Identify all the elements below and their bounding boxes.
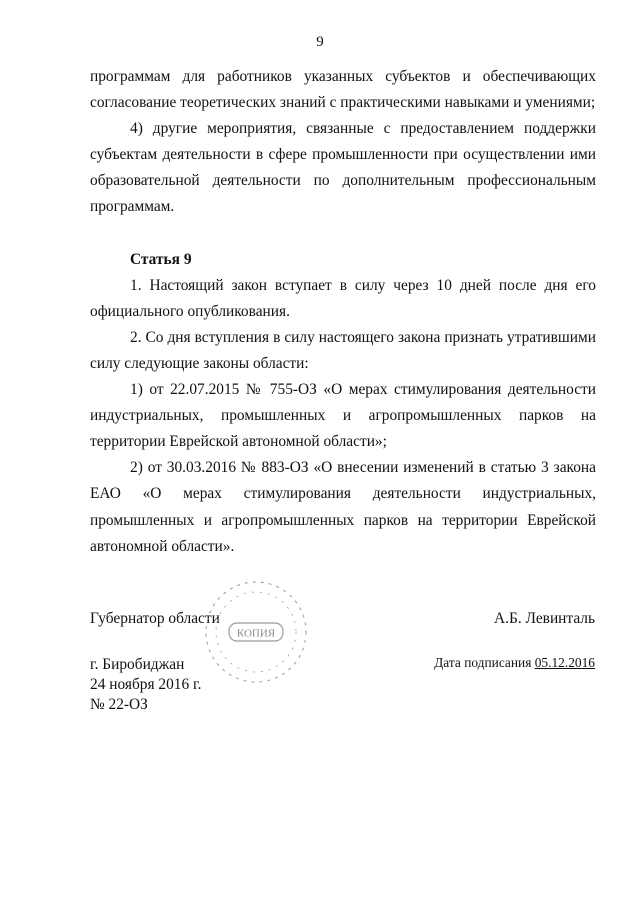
stamp-text: КОПИЯ	[236, 627, 276, 640]
article-paragraph: 1) от 22.07.2015 № 755-ОЗ «О мерах стимулирования деятельности индустриальных, промышленных и агропромышленных парков на территории Еврейской автономной области»;	[90, 381, 596, 451]
official-stamp	[196, 572, 316, 692]
signer-title: Губернатор области	[90, 610, 220, 627]
article-paragraph: 2) от 30.03.2016 № 883-ОЗ «О внесении изменений в статью 3 закона ЕАО «О мерах стимулирования деятельности индустриальных, промышленных и агропромышленных парков на территории Еврейской автономной области».	[90, 459, 596, 555]
signing-date-value: 05.12.2016	[534, 655, 595, 670]
spacer	[90, 221, 596, 247]
law-number: № 22-ОЗ	[90, 696, 148, 713]
article-paragraph: 1. Настоящий закон вступает в силу через 10 дней после дня его официального опубликования.	[90, 276, 596, 320]
signing-date-label: Дата подписания	[434, 655, 532, 670]
document-body	[90, 64, 596, 560]
paragraph: 4) другие мероприятия, связанные с предоставлением поддержки субъектам деятельности в сфере промышленности при осуществлении ими образовательной деятельности по дополнительным профессиональным программам.	[90, 120, 596, 216]
law-date: 24 ноября 2016 г.	[90, 676, 202, 693]
signer-name: А.Б. Левинталь	[494, 610, 595, 627]
place-and-date-block	[90, 655, 201, 715]
article-paragraph: 2. Со дня вступления в силу настоящего закона признать утратившими силу следующие законы области:	[90, 328, 596, 372]
article-heading: Статья 9	[130, 250, 192, 268]
signing-date	[434, 655, 595, 671]
paragraph: программам для работников указанных субъектов и обеспечивающих согласование теоретических знаний с практическими навыками и умениями;	[90, 68, 596, 112]
city: г. Биробиджан	[90, 656, 185, 673]
page-number: 9	[316, 34, 324, 50]
